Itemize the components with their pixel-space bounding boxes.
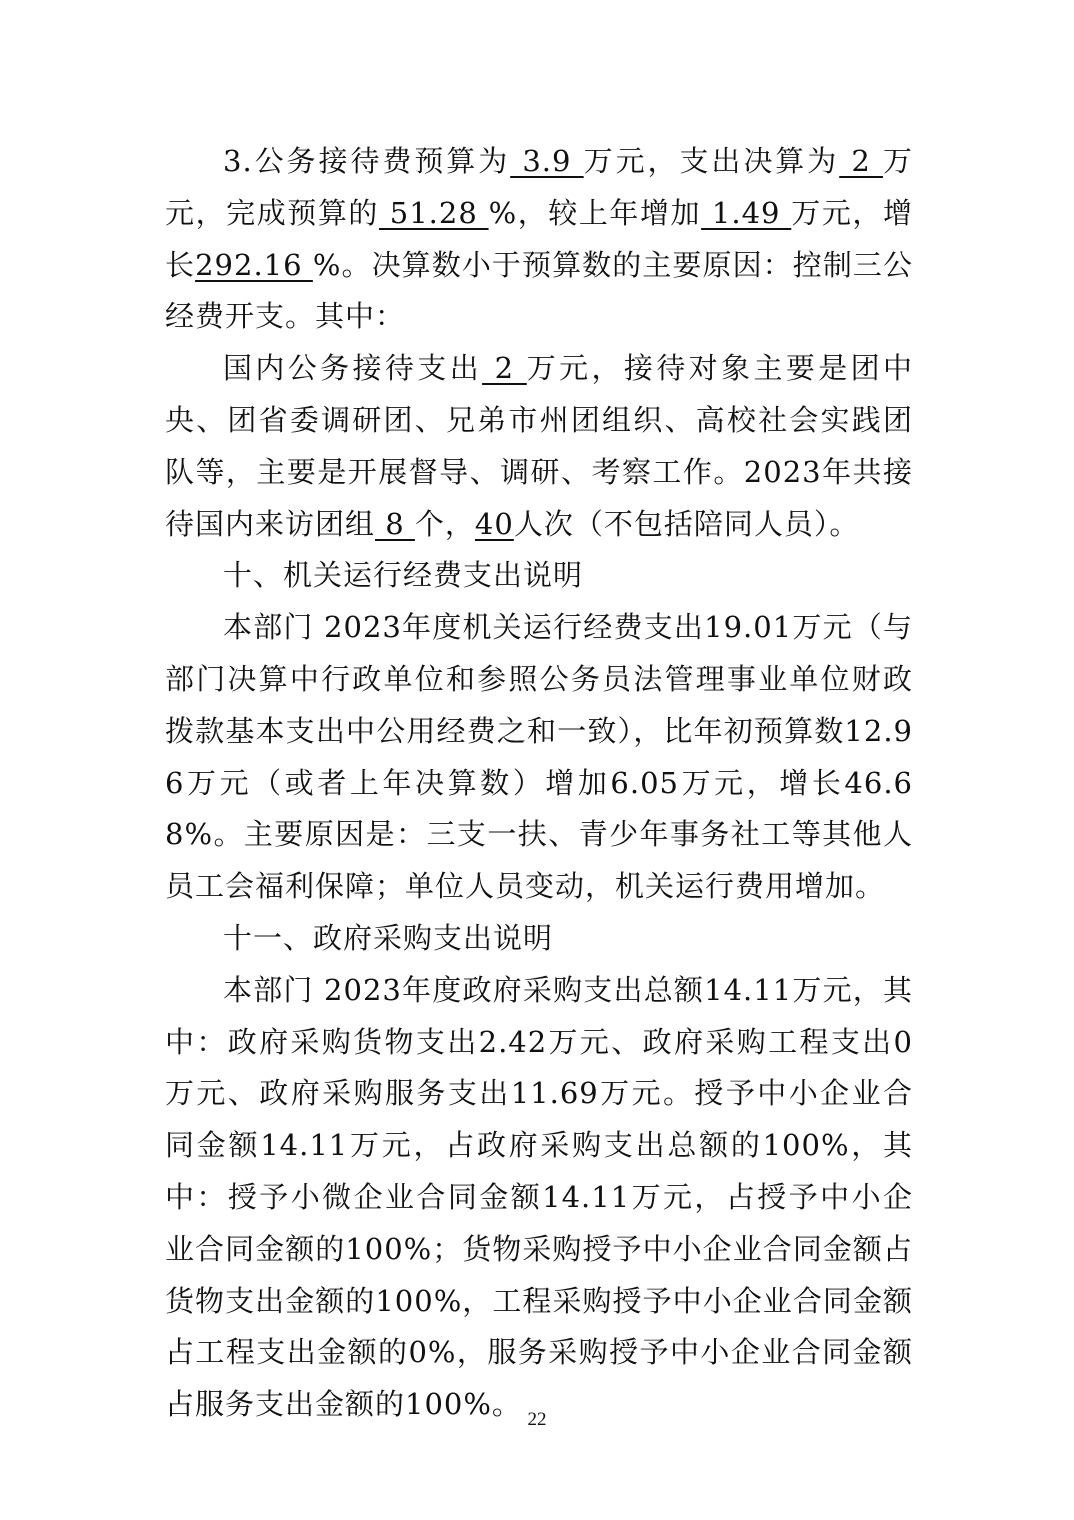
reception-increase-value: 1.49 — [701, 195, 792, 230]
section-10-paragraph: 本部门 2023年度机关运行经费支出19.01万元（与部门决算中行政单位和参照公务员法管理事业单位财政拨款基本支出中公用经费之和一致），比年初预算数12.96万元（或者上年决算数）增加6.05万元，增长46.68%。主要原因是：三支一扶、青少年事务社工等其他人员工会福利保障；单位人员变动，机关运行费用增加。 — [165, 610, 913, 904]
domestic-persons-value: 40 — [474, 506, 514, 541]
reception-expense-paragraph — [165, 136, 913, 343]
domestic-text-4: 人次（不包括陪同人员）。 — [513, 506, 860, 541]
reception-text-3: 万元，完成预算的 — [165, 144, 913, 230]
domestic-text-3: 个， — [414, 506, 475, 541]
section-10-heading: 十、机关运行经费支出说明 — [223, 558, 584, 593]
page-content — [165, 136, 913, 1431]
reception-actual-value: 2 — [839, 144, 883, 178]
reception-text-2: 万元，支出决算为 — [583, 144, 840, 178]
reception-text-1: 3.公务接待费预算为 — [223, 144, 511, 178]
domestic-groups-value: 8 — [375, 506, 415, 541]
domestic-reception-paragraph — [165, 343, 913, 550]
section-11-paragraph: 本部门 2023年度政府采购支出总额14.11万元，其中：政府采购货物支出2.42万元、政府采购工程支出0万元、政府采购服务支出11.69万元。授予中小企业合同金额14.11万元，占政府采购支出总额的100%，其中：授予小微企业合同金额14.11万元，占授予中小企业合同金额的100%；货物采购授予中小企业合同金额占货物支出金额的100%，工程采购授予中小企业合同金额占工程支出金额的0%，服务采购授予中小企业合同金额占服务支出金额的100%。 — [165, 972, 913, 1422]
page-number: 22 — [527, 1409, 547, 1430]
reception-text-4: %，较上年增加 — [488, 195, 702, 230]
reception-budget-value: 3.9 — [510, 144, 584, 178]
reception-completion-value: 51.28 — [378, 195, 489, 230]
reception-growth-value: 292.16 — [195, 247, 313, 282]
domestic-amount-value: 2 — [482, 351, 527, 386]
domestic-text-1: 国内公务接待支出 — [223, 351, 483, 386]
reception-text-5: 万元，增长 — [165, 195, 913, 282]
section-11-heading: 十一、政府采购支出说明 — [223, 920, 554, 955]
domestic-text-2: 万元，接待对象主要是团中央、团省委调研团、兄弟市州团组织、高校社会实践团队等，主要是开展督导、调研、考察工作。2023年共接待国内来访团组 — [165, 351, 913, 541]
reception-text-6: %。决算数小于预算数的主要原因：控制三公经费开支。其中： — [165, 247, 913, 334]
